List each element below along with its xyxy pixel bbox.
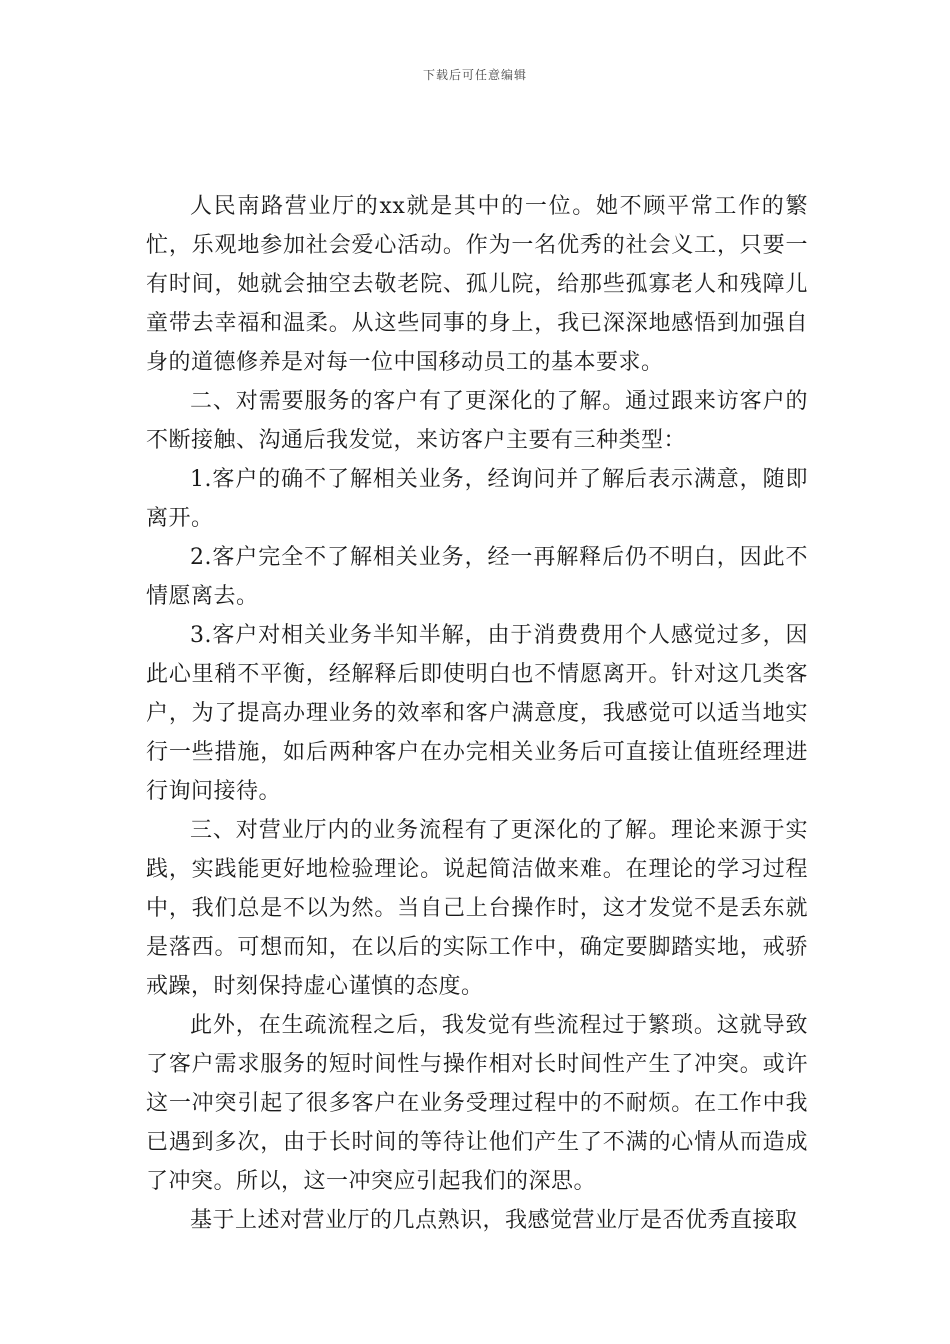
paragraph: 3.客户对相关业务半知半解，由于消费费用个人感觉过多，因此心里稍不平衡，经解释后即使明白也不情愿离开。针对这几类客户，为了提高办理业务的效率和客户满意度，我感觉可以适当地实行一些措施，如后两种客户在办完相关业务后可直接让值班经理进行询问接待。 bbox=[146, 623, 808, 804]
paragraph: 基于上述对营业厅的几点熟识，我感觉营业厅是否优秀直接取 bbox=[190, 1208, 798, 1233]
paragraph: 人民南路营业厅的xx就是其中的一位。她不顾平常工作的繁忙，乐观地参加社会爱心活动。作为一名优秀的社会义工，只要一有时间，她就会抽空去敬老院、孤儿院，给那些孤寡老人和残障儿童带去幸福和温柔。从这些同事的身上，我已深深地感悟到加强自身的道德修养是对每一位中国移动员工的基本要求。 bbox=[146, 194, 808, 375]
paragraph: 三、对营业厅内的业务流程有了更深化的了解。理论来源于实践，实践能更好地检验理论。说起简洁做来难。在理论的学习过程中，我们总是不以为然。当自己上台操作时，这才发觉不是丢东就是落西。可想而知，在以后的实际工作中，确定要脚踏实地，戒骄戒躁，时刻保持虚心谨慎的态度。 bbox=[146, 818, 808, 999]
paragraph: 1.客户的确不了解相关业务，经询问并了解后表示满意，随即离开。 bbox=[146, 467, 808, 531]
page-header-note: 下载后可任意编辑 bbox=[422, 68, 527, 82]
paragraph: 二、对需要服务的客户有了更深化的了解。通过跟来访客户的不断接触、沟通后我发觉，来访客户主要有三种类型： bbox=[146, 389, 808, 453]
document-body bbox=[146, 187, 808, 1240]
paragraph: 2.客户完全不了解相关业务，经一再解释后仍不明白，因此不情愿离去。 bbox=[146, 545, 808, 609]
paragraph: 此外，在生疏流程之后，我发觉有些流程过于繁琐。这就导致了客户需求服务的短时间性与操作相对长时间性产生了冲突。或许这一冲突引起了很多客户在业务受理过程中的不耐烦。在工作中我已遇到多次，由于长时间的等待让他们产生了不满的心情从而造成了冲突。所以，这一冲突应引起我们的深思。 bbox=[146, 1013, 808, 1194]
